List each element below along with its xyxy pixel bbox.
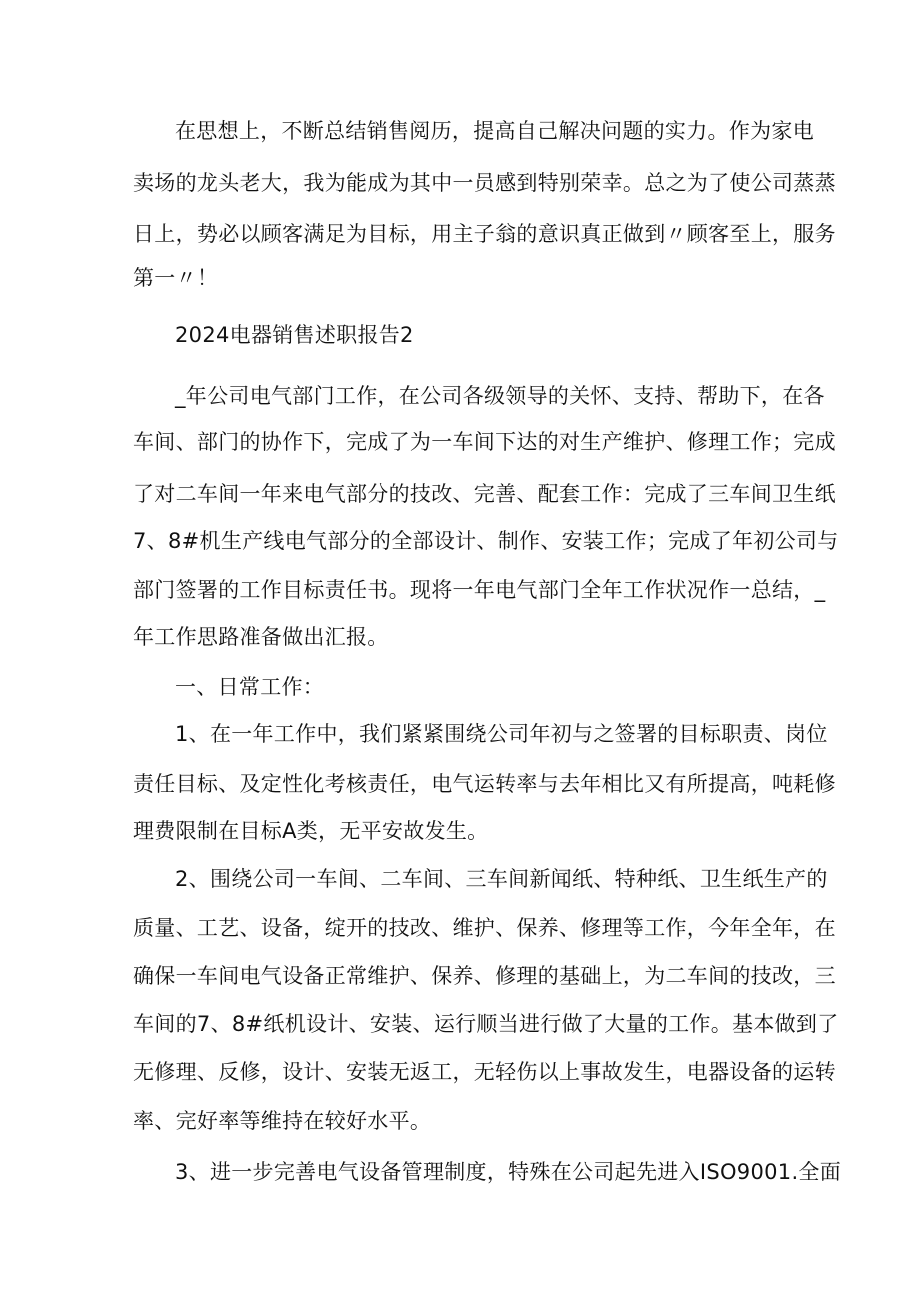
item-2-line-1: 2、围绕公司一车间、二车间、三车间新闻纸、特种纸、卫生纸生产的 [175, 867, 828, 891]
item-2-line-5: 无修理、反修，设计、安装无返工，无轻伤以上事故发生，电器设备的运转 [133, 1060, 836, 1084]
item-3-line-1: 3、进一步完善电气设备管理制度，特殊在公司起先进入ISO9001.全面 [175, 1160, 842, 1184]
item-2-line-4: 车间的7、8#纸机设计、安装、运行顺当进行做了大量的工作。基本做到了 [133, 1012, 839, 1036]
paragraph-2-line-6: 年工作思路准备做出汇报。 [133, 625, 389, 649]
paragraph-1-line-2: 卖场的龙头老大，我为能成为其中一员感到特别荣幸。总之为了使公司蒸蒸 [133, 171, 836, 195]
paragraph-2-line-2: 车间、部门的协作下，完成了为一车间下达的对生产维护、修理工作；完成 [133, 430, 836, 454]
paragraph-2-line-5: 部门签署的工作目标责任书。现将一年电气部门全年工作状况作一总结，_ [133, 578, 826, 602]
paragraph-1-line-1: 在思想上，不断总结销售阅历，提高自己解决问题的实力。作为家电 [175, 119, 814, 143]
paragraph-2-line-4: 7、8#机生产线电气部分的全部设计、制作、安装工作；完成了年初公司与 [133, 529, 839, 553]
item-1-line-2: 责任目标、及定性化考核责任，电气运转率与去年相比又有所提高，吨耗修 [133, 772, 836, 796]
item-1-line-1: 1、在一年工作中，我们紧紧围绕公司年初与之签署的目标职责、岗位 [175, 722, 828, 746]
item-2-line-2: 质量、工艺、设备，绽开的技改、维护、保养、修理等工作，今年全年，在 [133, 916, 836, 940]
item-2-line-6: 率、完好率等维持在较好水平。 [133, 1109, 432, 1133]
item-1-line-3: 理费限制在目标A类，无平安故发生。 [133, 819, 489, 843]
paragraph-2-line-3: 了对二车间一年来电气部分的技改、完善、配套工作：完成了三车间卫生纸 [133, 482, 836, 506]
paragraph-2-line-1: _年公司电气部门工作，在公司各级领导的关怀、支持、帮助下，在各 [175, 384, 825, 408]
paragraph-1-line-4: 第一〃！ [133, 266, 219, 290]
paragraph-1-line-3: 日上，势必以顾客满足为目标，用主子翁的意识真正做到〃顾客至上，服务 [133, 222, 836, 246]
subsection-heading: 一、日常工作： [175, 675, 325, 699]
section-heading: 2024电器销售述职报告2 [175, 323, 414, 347]
item-2-line-3: 确保一车间电气设备正常维护、保养、修理的基础上，为二车间的技改，三 [133, 964, 836, 988]
